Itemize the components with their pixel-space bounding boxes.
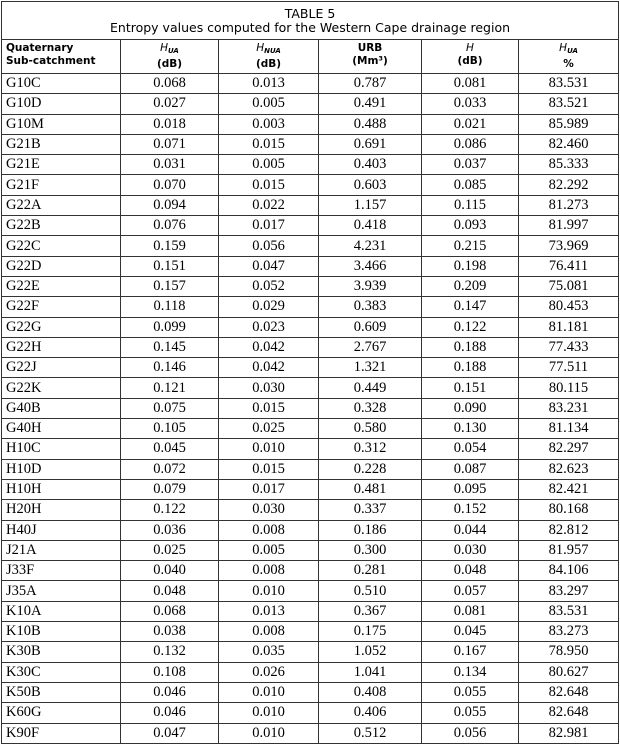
- cell-hua: 0.146: [121, 358, 219, 378]
- table-label: TABLE 5: [284, 6, 336, 21]
- cell-hnua: 0.042: [219, 358, 319, 378]
- cell-urb: 1.052: [319, 642, 422, 662]
- cell-subcatchment: G22K: [2, 378, 121, 398]
- cell-hua-percent: 80.453: [519, 297, 619, 317]
- cell-hnua: 0.015: [219, 175, 319, 195]
- column-header-h: [422, 40, 519, 74]
- cell-h: 0.167: [422, 642, 519, 662]
- cell-hnua: 0.035: [219, 642, 319, 662]
- cell-subcatchment: G22B: [2, 216, 121, 236]
- cell-hua: 0.068: [121, 74, 219, 94]
- header-line2: Sub-catchment: [6, 55, 96, 67]
- cell-hua: 0.031: [121, 155, 219, 175]
- cell-subcatchment: H10C: [2, 439, 121, 459]
- cell-subcatchment: G10M: [2, 114, 121, 134]
- cell-hua-percent: 81.997: [519, 216, 619, 236]
- cell-hnua: 0.013: [219, 601, 319, 621]
- cell-urb: 0.510: [319, 581, 422, 601]
- cell-urb: 0.300: [319, 540, 422, 560]
- cell-hua: 0.072: [121, 459, 219, 479]
- table-row: [2, 74, 619, 94]
- cell-subcatchment: G22J: [2, 358, 121, 378]
- cell-h: 0.033: [422, 94, 519, 114]
- cell-h: 0.215: [422, 236, 519, 256]
- table-caption-cell: [2, 2, 619, 40]
- cell-urb: 2.767: [319, 337, 422, 357]
- cell-hua: 0.079: [121, 479, 219, 499]
- cell-hua: 0.045: [121, 439, 219, 459]
- table-row: [2, 500, 619, 520]
- cell-hua: 0.046: [121, 703, 219, 723]
- cell-hnua: 0.005: [219, 540, 319, 560]
- header-subscript: UA: [567, 47, 578, 55]
- cell-h: 0.188: [422, 358, 519, 378]
- cell-subcatchment: G22C: [2, 236, 121, 256]
- table-row: [2, 662, 619, 682]
- cell-subcatchment: J35A: [2, 581, 121, 601]
- table-row: [2, 256, 619, 276]
- table-row: [2, 337, 619, 357]
- cell-hnua: 0.025: [219, 419, 319, 439]
- cell-urb: 1.157: [319, 195, 422, 215]
- cell-subcatchment: G21F: [2, 175, 121, 195]
- cell-hua-percent: 73.969: [519, 236, 619, 256]
- cell-urb: 0.449: [319, 378, 422, 398]
- cell-h: 0.147: [422, 297, 519, 317]
- cell-urb: 4.231: [319, 236, 422, 256]
- cell-hnua: 0.008: [219, 622, 319, 642]
- cell-hua-percent: 82.421: [519, 479, 619, 499]
- cell-hua-percent: 76.411: [519, 256, 619, 276]
- cell-h: 0.086: [422, 134, 519, 154]
- cell-h: 0.045: [422, 622, 519, 642]
- cell-subcatchment: G21B: [2, 134, 121, 154]
- cell-hnua: 0.042: [219, 337, 319, 357]
- cell-subcatchment: J33F: [2, 561, 121, 581]
- header-symbol: H: [256, 42, 265, 54]
- column-header-row: [2, 40, 619, 74]
- cell-hua: 0.157: [121, 276, 219, 296]
- cell-hnua: 0.056: [219, 236, 319, 256]
- cell-hnua: 0.008: [219, 520, 319, 540]
- table-row: [2, 114, 619, 134]
- cell-hnua: 0.010: [219, 439, 319, 459]
- cell-h: 0.048: [422, 561, 519, 581]
- cell-hnua: 0.015: [219, 398, 319, 418]
- header-unit: (Mm³): [352, 55, 388, 67]
- cell-urb: 0.383: [319, 297, 422, 317]
- table-row: [2, 297, 619, 317]
- cell-h: 0.056: [422, 723, 519, 743]
- cell-urb: 0.406: [319, 703, 422, 723]
- cell-h: 0.044: [422, 520, 519, 540]
- cell-hnua: 0.026: [219, 662, 319, 682]
- cell-h: 0.087: [422, 459, 519, 479]
- cell-hnua: 0.030: [219, 378, 319, 398]
- cell-subcatchment: G22H: [2, 337, 121, 357]
- cell-hua: 0.076: [121, 216, 219, 236]
- cell-hnua: 0.030: [219, 500, 319, 520]
- header-symbol: URB: [357, 42, 383, 54]
- table-row: [2, 540, 619, 560]
- table-row: [2, 682, 619, 702]
- cell-urb: 0.228: [319, 459, 422, 479]
- table-row: [2, 561, 619, 581]
- column-header-hua-percent: [519, 40, 619, 74]
- cell-hua: 0.038: [121, 622, 219, 642]
- cell-hnua: 0.010: [219, 682, 319, 702]
- cell-hua-percent: 82.297: [519, 439, 619, 459]
- cell-hua-percent: 77.511: [519, 358, 619, 378]
- cell-hua: 0.036: [121, 520, 219, 540]
- cell-urb: 0.337: [319, 500, 422, 520]
- table-row: [2, 155, 619, 175]
- table-row: [2, 398, 619, 418]
- cell-h: 0.057: [422, 581, 519, 601]
- cell-subcatchment: J21A: [2, 540, 121, 560]
- cell-subcatchment: G40B: [2, 398, 121, 418]
- table-row: [2, 479, 619, 499]
- cell-hnua: 0.010: [219, 581, 319, 601]
- cell-hua: 0.075: [121, 398, 219, 418]
- column-header-hnua: [219, 40, 319, 74]
- header-unit: (dB): [255, 58, 282, 70]
- table-row: [2, 134, 619, 154]
- cell-hua-percent: 85.333: [519, 155, 619, 175]
- header-unit: (dB): [156, 58, 183, 70]
- table-row: [2, 378, 619, 398]
- cell-urb: 0.328: [319, 398, 422, 418]
- cell-hnua: 0.008: [219, 561, 319, 581]
- cell-h: 0.209: [422, 276, 519, 296]
- cell-urb: 0.367: [319, 601, 422, 621]
- cell-urb: 0.580: [319, 419, 422, 439]
- cell-hnua: 0.015: [219, 134, 319, 154]
- table-row: [2, 459, 619, 479]
- cell-urb: 0.491: [319, 94, 422, 114]
- cell-hua: 0.068: [121, 601, 219, 621]
- cell-hua-percent: 82.981: [519, 723, 619, 743]
- cell-hua-percent: 82.648: [519, 703, 619, 723]
- cell-subcatchment: G22F: [2, 297, 121, 317]
- cell-h: 0.085: [422, 175, 519, 195]
- cell-hua: 0.046: [121, 682, 219, 702]
- header-unit: %: [563, 58, 574, 70]
- cell-h: 0.095: [422, 479, 519, 499]
- cell-hua: 0.118: [121, 297, 219, 317]
- table-row: [2, 703, 619, 723]
- cell-subcatchment: G10D: [2, 94, 121, 114]
- column-header-hua: [121, 40, 219, 74]
- header-subscript: UA: [168, 47, 179, 55]
- header-symbol: H: [466, 42, 474, 54]
- column-header-urb: [319, 40, 422, 74]
- cell-urb: 0.175: [319, 622, 422, 642]
- cell-hua-percent: 78.950: [519, 642, 619, 662]
- cell-hua-percent: 83.531: [519, 601, 619, 621]
- cell-subcatchment: G22D: [2, 256, 121, 276]
- cell-hua-percent: 81.957: [519, 540, 619, 560]
- cell-hua-percent: 85.989: [519, 114, 619, 134]
- cell-subcatchment: G21E: [2, 155, 121, 175]
- cell-urb: 0.481: [319, 479, 422, 499]
- cell-h: 0.030: [422, 540, 519, 560]
- cell-h: 0.188: [422, 337, 519, 357]
- cell-h: 0.037: [422, 155, 519, 175]
- cell-hnua: 0.013: [219, 74, 319, 94]
- cell-h: 0.130: [422, 419, 519, 439]
- cell-hua: 0.071: [121, 134, 219, 154]
- header-subscript: NUA: [264, 47, 281, 55]
- cell-hnua: 0.052: [219, 276, 319, 296]
- cell-subcatchment: G22E: [2, 276, 121, 296]
- cell-urb: 0.603: [319, 175, 422, 195]
- table-row: [2, 723, 619, 743]
- cell-subcatchment: G22A: [2, 195, 121, 215]
- cell-hua: 0.018: [121, 114, 219, 134]
- cell-hnua: 0.023: [219, 317, 319, 337]
- table-row: [2, 581, 619, 601]
- cell-h: 0.122: [422, 317, 519, 337]
- cell-hua-percent: 75.081: [519, 276, 619, 296]
- cell-urb: 3.466: [319, 256, 422, 276]
- cell-h: 0.115: [422, 195, 519, 215]
- cell-hua-percent: 82.460: [519, 134, 619, 154]
- cell-hua-percent: 83.231: [519, 398, 619, 418]
- cell-h: 0.081: [422, 601, 519, 621]
- cell-hua-percent: 80.115: [519, 378, 619, 398]
- cell-hua: 0.122: [121, 500, 219, 520]
- cell-hnua: 0.010: [219, 703, 319, 723]
- cell-hua: 0.070: [121, 175, 219, 195]
- cell-hua: 0.145: [121, 337, 219, 357]
- cell-hua: 0.040: [121, 561, 219, 581]
- cell-hua: 0.094: [121, 195, 219, 215]
- cell-h: 0.081: [422, 74, 519, 94]
- cell-hua: 0.132: [121, 642, 219, 662]
- cell-subcatchment: K10B: [2, 622, 121, 642]
- column-header-subcatchment: [2, 40, 121, 74]
- cell-hua-percent: 83.297: [519, 581, 619, 601]
- cell-hua: 0.108: [121, 662, 219, 682]
- cell-subcatchment: K60G: [2, 703, 121, 723]
- cell-hua-percent: 82.812: [519, 520, 619, 540]
- cell-hua-percent: 83.521: [519, 94, 619, 114]
- cell-h: 0.151: [422, 378, 519, 398]
- cell-urb: 0.512: [319, 723, 422, 743]
- cell-hua: 0.105: [121, 419, 219, 439]
- cell-hua-percent: 82.623: [519, 459, 619, 479]
- header-unit: (dB): [457, 55, 483, 67]
- table-row: [2, 642, 619, 662]
- table-caption: Entropy values computed for the Western Cape drainage region: [110, 20, 511, 35]
- cell-urb: 0.609: [319, 317, 422, 337]
- cell-hua-percent: 81.181: [519, 317, 619, 337]
- cell-h: 0.054: [422, 439, 519, 459]
- cell-hua: 0.159: [121, 236, 219, 256]
- header-symbol: H: [559, 42, 568, 54]
- cell-h: 0.134: [422, 662, 519, 682]
- cell-h: 0.198: [422, 256, 519, 276]
- cell-subcatchment: G40H: [2, 419, 121, 439]
- cell-hnua: 0.017: [219, 479, 319, 499]
- cell-urb: 0.418: [319, 216, 422, 236]
- cell-urb: 0.186: [319, 520, 422, 540]
- cell-hua-percent: 81.273: [519, 195, 619, 215]
- cell-hua-percent: 83.273: [519, 622, 619, 642]
- cell-urb: 3.939: [319, 276, 422, 296]
- cell-hua: 0.151: [121, 256, 219, 276]
- cell-hnua: 0.029: [219, 297, 319, 317]
- cell-hnua: 0.047: [219, 256, 319, 276]
- table-row: [2, 195, 619, 215]
- cell-h: 0.055: [422, 682, 519, 702]
- cell-hnua: 0.022: [219, 195, 319, 215]
- cell-hua-percent: 82.648: [519, 682, 619, 702]
- cell-hnua: 0.015: [219, 459, 319, 479]
- cell-hua-percent: 84.106: [519, 561, 619, 581]
- cell-urb: 0.281: [319, 561, 422, 581]
- cell-hnua: 0.010: [219, 723, 319, 743]
- cell-urb: 0.787: [319, 74, 422, 94]
- cell-h: 0.093: [422, 216, 519, 236]
- table-row: [2, 601, 619, 621]
- cell-hua-percent: 83.531: [519, 74, 619, 94]
- cell-subcatchment: K90F: [2, 723, 121, 743]
- table-row: [2, 276, 619, 296]
- cell-hua-percent: 80.627: [519, 662, 619, 682]
- cell-h: 0.055: [422, 703, 519, 723]
- cell-h: 0.021: [422, 114, 519, 134]
- cell-urb: 0.408: [319, 682, 422, 702]
- cell-hua: 0.025: [121, 540, 219, 560]
- cell-hua: 0.099: [121, 317, 219, 337]
- cell-subcatchment: K30C: [2, 662, 121, 682]
- table-row: [2, 175, 619, 195]
- cell-hua-percent: 77.433: [519, 337, 619, 357]
- cell-hua: 0.047: [121, 723, 219, 743]
- header-line1: Quaternary: [6, 42, 74, 54]
- cell-urb: 1.321: [319, 358, 422, 378]
- cell-hua-percent: 80.168: [519, 500, 619, 520]
- table-row: [2, 439, 619, 459]
- cell-urb: 0.691: [319, 134, 422, 154]
- entropy-table-container: [1, 1, 618, 744]
- table-row: [2, 216, 619, 236]
- table-row: [2, 358, 619, 378]
- cell-hnua: 0.003: [219, 114, 319, 134]
- cell-hua-percent: 81.134: [519, 419, 619, 439]
- entropy-table: [1, 1, 619, 744]
- cell-subcatchment: K10A: [2, 601, 121, 621]
- cell-subcatchment: H40J: [2, 520, 121, 540]
- cell-subcatchment: H10H: [2, 479, 121, 499]
- cell-hua-percent: 82.292: [519, 175, 619, 195]
- table-body: [2, 74, 619, 744]
- cell-subcatchment: G10C: [2, 74, 121, 94]
- cell-subcatchment: G22G: [2, 317, 121, 337]
- cell-h: 0.152: [422, 500, 519, 520]
- table-row: [2, 419, 619, 439]
- cell-hnua: 0.005: [219, 94, 319, 114]
- header-symbol: H: [160, 42, 169, 54]
- cell-subcatchment: H10D: [2, 459, 121, 479]
- table-row: [2, 236, 619, 256]
- cell-hnua: 0.017: [219, 216, 319, 236]
- cell-hua: 0.048: [121, 581, 219, 601]
- cell-subcatchment: H20H: [2, 500, 121, 520]
- table-row: [2, 94, 619, 114]
- cell-subcatchment: K50B: [2, 682, 121, 702]
- cell-urb: 0.312: [319, 439, 422, 459]
- cell-hnua: 0.005: [219, 155, 319, 175]
- cell-urb: 1.041: [319, 662, 422, 682]
- cell-hua: 0.121: [121, 378, 219, 398]
- table-row: [2, 520, 619, 540]
- table-row: [2, 317, 619, 337]
- cell-h: 0.090: [422, 398, 519, 418]
- cell-hua: 0.027: [121, 94, 219, 114]
- cell-subcatchment: K30B: [2, 642, 121, 662]
- cell-urb: 0.488: [319, 114, 422, 134]
- table-row: [2, 622, 619, 642]
- cell-urb: 0.403: [319, 155, 422, 175]
